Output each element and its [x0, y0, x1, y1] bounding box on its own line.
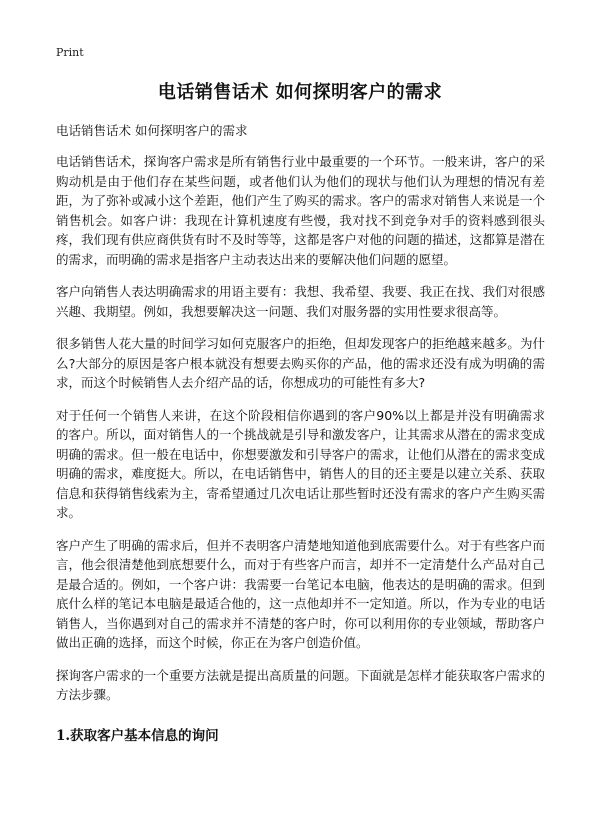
page-title: 电话销售话术 如何探明客户的需求	[157, 82, 443, 103]
paragraph: 客户向销售人表达明确需求的用语主要有：我想、我希望、我要、我正在找、我们对很感兴趣、我期望。例如，我想要解决这一问题、我们对服务器的实用性要求很高等。	[56, 284, 545, 319]
article-subtitle: 电话销售话术 如何探明客户的需求	[56, 123, 248, 138]
paragraph: 探询客户需求的一个重要方法就是提出高质量的问题。下面就是怎样才能获取客户需求的方法步骤。	[56, 667, 545, 702]
paragraph: 很多销售人花大量的时间学习如何克服客户的拒绝，但却发现客户的拒绝越来越多。为什么?大部分的原因是客户根本就没有想要去购买你的产品，他的需求还没有成为明确的需求，而这个时候销售人去介绍产品的话，你想成功的可能性有多大?	[56, 336, 545, 390]
print-link[interactable]: Print	[56, 46, 84, 59]
paragraph: 对于任何一个销售人来讲，在这个阶段相信你遇到的客户90%以上都是并没有明确需求的客户。所以，面对销售人的一个挑战就是引导和激发客户，让其需求从潜在的需求变成明确的需求。但一般在电话中，你想要激发和引导客户的需求，让他们从潜在的需求变成明确的需求，难度挺大。所以，在电话销售中，销售人的目的还主要是以建立关系、获取信息和获得销售线索为主，寄希望通过几次电话让那些暂时还没有需求的客户产生购买需求。	[56, 407, 545, 520]
section-heading: 1.获取客户基本信息的询问	[56, 728, 219, 744]
paragraph: 客户产生了明确的需求后，但并不表明客户清楚地知道他到底需要什么。对于有些客户而言，他会很清楚他到底想要什么，而对于有些客户而言，却并不一定清楚什么产品对自己是最合适的。例如，一个客户讲：我需要一台笔记本电脑，他表达的是明确的需求。但到底什么样的笔记本电脑是最适合他的，这一点他却并不一定知道。所以，作为专业的电话销售人，当你遇到对自己的需求并不清楚的客户时，你可以利用你的专业领域，帮助客户做出正确的选择，而这个时候，你正在为客户创造价值。	[56, 537, 545, 650]
article-body	[56, 152, 545, 718]
paragraph: 电话销售话术，探询客户需求是所有销售行业中最重要的一个环节。一般来讲，客户的采购动机是由于他们存在某些问题，或者他们认为他们的现状与他们认为理想的情况有差距，为了弥补或减小这个差距，他们产生了购买的需求。客户的需求对销售人来说是一个销售机会。如客户讲：我现在计算机速度有些慢，我对找不到竞争对手的资料感到很头疼，我们现有供应商供货有时不及时等等，这都是客户对他的问题的描述，这都算是潜在的需求，而明确的需求是指客户主动表达出来的要解决他们问题的愿望。	[56, 154, 545, 267]
